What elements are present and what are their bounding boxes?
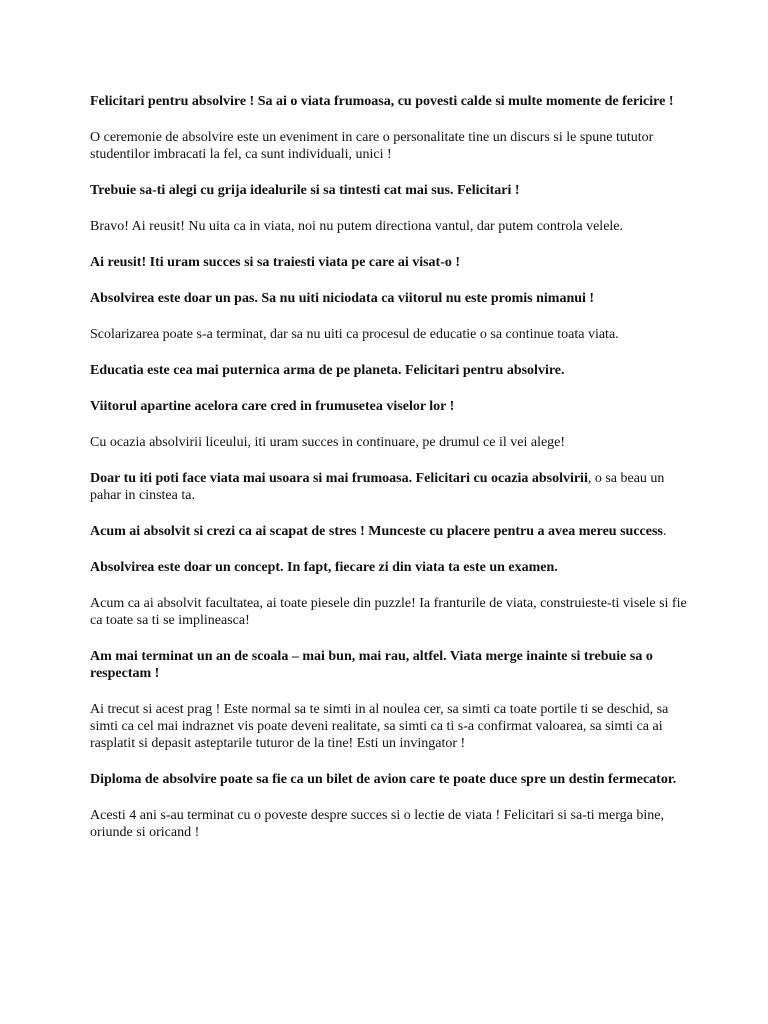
- paragraph-1: Felicitari pentru absolvire ! Sa ai o viata frumoasa, cu povesti calde si multe momente de fericire !: [90, 94, 674, 109]
- paragraph-18: Acesti 4 ani s-au terminat cu o poveste despre succes si o lectie de viata ! Felicitari si sa-ti merga bine, oriunde si oricand !: [90, 808, 664, 840]
- document-page: [90, 93, 690, 860]
- paragraph-10: Cu ocazia absolvirii liceului, iti uram succes in continuare, pe drumul ce il vei alege!: [90, 435, 566, 450]
- paragraph-12: [90, 523, 690, 540]
- paragraph-5: Ai reusit! Iti uram succes si sa traiesti viata pe care ai visat-o !: [90, 255, 461, 270]
- paragraph-15: Am mai terminat un an de scoala – mai bun, mai rau, altfel. Viata merge inainte si trebuie sa o respectam !: [90, 649, 653, 681]
- paragraph-11-bold: Doar tu iti poti face viata mai usoara si mai frumoasa. Felicitari cu ocazia absolvirii: [90, 471, 588, 486]
- paragraph-8: Educatia este cea mai puternica arma de pe planeta. Felicitari pentru absolvire.: [90, 363, 565, 378]
- paragraph-11: [90, 470, 690, 504]
- paragraph-7: Scolarizarea poate s-a terminat, dar sa nu uiti ca procesul de educatie o sa continue toata viata.: [90, 327, 619, 342]
- paragraph-3: Trebuie sa-ti alegi cu grija idealurile si sa tintesti cat mai sus. Felicitari !: [90, 183, 520, 198]
- paragraph-6: Absolvirea este doar un pas. Sa nu uiti niciodata ca viitorul nu este promis nimanui !: [90, 291, 595, 306]
- paragraph-17: Diploma de absolvire poate sa fie ca un bilet de avion care te poate duce spre un destin fermecator.: [90, 772, 677, 787]
- paragraph-12-bold: Acum ai absolvit si crezi ca ai scapat de stres ! Munceste cu placere pentru a avea mereu success: [90, 524, 663, 539]
- paragraph-11-normal: , o sa beau un pahar in cinstea ta.: [90, 471, 665, 503]
- paragraph-2: O ceremonie de absolvire este un eveniment in care o personalitate tine un discurs si le spune tututor studentilor imbracati la fel, ca sunt individuali, unici !: [90, 130, 654, 162]
- paragraph-9: Viitorul apartine acelora care cred in frumusetea viselor lor !: [90, 399, 455, 414]
- paragraph-12-normal: .: [662, 524, 667, 539]
- paragraph-13: Absolvirea este doar un concept. In fapt, fiecare zi din viata ta este un examen.: [90, 560, 558, 575]
- paragraph-4: Bravo! Ai reusit! Nu uita ca in viata, noi nu putem directiona vantul, dar putem controla velele.: [90, 219, 624, 234]
- paragraph-16: Ai trecut si acest prag ! Este normal sa te simti in al noulea cer, sa simti ca toate portile ti se deschid, sa simti ca cel mai indraznet vis poate deveni realitate, sa simti ca ti s-a confirmat valoarea, sa simti ca ai rasplatit si depasit asteptarile tuturor de la tine! Esti un invingator !: [90, 702, 669, 751]
- paragraph-14: Acum ca ai absolvit facultatea, ai toate piesele din puzzle! Ia franturile de viata, construieste-ti visele si fie ca toate sa ti se implineasca!: [90, 596, 687, 628]
